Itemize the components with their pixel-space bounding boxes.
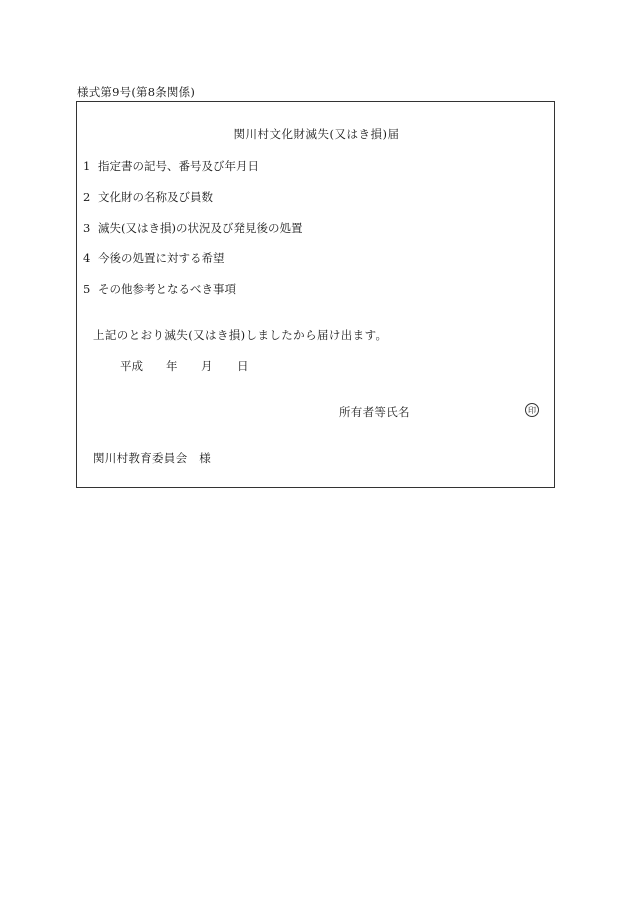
form-number-label: 様式第9号(第8条関係) bbox=[77, 85, 196, 99]
declaration-statement: 上記のとおり滅失(又はき損)しましたから届け出ます。 bbox=[93, 328, 388, 342]
date-year-label: 年 bbox=[166, 359, 178, 373]
seal-mark: 印 bbox=[525, 403, 539, 417]
item-text: その他参考となるべき事項 bbox=[98, 282, 236, 296]
list-item bbox=[83, 220, 302, 236]
item-number: 2 bbox=[83, 190, 91, 204]
item-number: 3 bbox=[83, 221, 91, 235]
item-text: 今後の処置に対する希望 bbox=[98, 251, 225, 265]
item-text: 指定書の記号、番号及び年月日 bbox=[98, 159, 259, 173]
date-month-label: 月 bbox=[201, 359, 213, 373]
item-text: 滅失(又はき損)の状況及び発見後の処置 bbox=[98, 221, 303, 235]
owner-name-label: 所有者等氏名 bbox=[339, 405, 410, 419]
list-item bbox=[83, 281, 236, 297]
form-title: 関川村文化財滅失(又はき損)届 bbox=[233, 127, 400, 141]
form-box bbox=[76, 101, 555, 488]
date-era: 平成 bbox=[120, 359, 143, 373]
list-item bbox=[83, 158, 259, 174]
item-number: 1 bbox=[83, 159, 91, 173]
item-text: 文化財の名称及び員数 bbox=[98, 190, 213, 204]
item-number: 4 bbox=[83, 251, 91, 265]
date-day-label: 日 bbox=[237, 359, 249, 373]
item-number: 5 bbox=[83, 282, 91, 296]
list-item bbox=[83, 189, 213, 205]
list-item bbox=[83, 250, 225, 266]
addressee: 関川村教育委員会 様 bbox=[93, 451, 211, 465]
